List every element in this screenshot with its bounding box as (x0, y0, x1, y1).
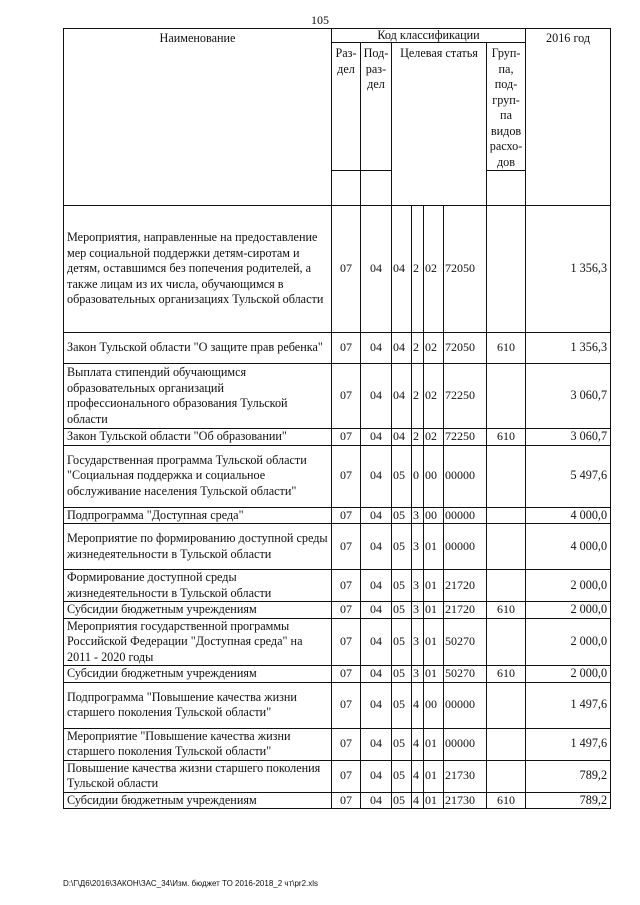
row-expense-group (487, 570, 526, 602)
row-amount: 2 000,0 (526, 666, 611, 683)
row-target-part1: 05 (392, 760, 412, 792)
table-row (64, 618, 611, 666)
row-target-part2: 3 (412, 602, 424, 619)
row-expense-group: 610 (487, 602, 526, 619)
row-podrazdel: 04 (361, 445, 392, 507)
row-target-part3: 01 (424, 618, 444, 666)
row-razdel: 07 (332, 445, 361, 507)
row-amount: 2 000,0 (526, 570, 611, 602)
row-expense-group (487, 524, 526, 570)
row-expense-group (487, 682, 526, 728)
table-row (64, 570, 611, 602)
row-name: Подпрограмма "Доступная среда" (64, 507, 332, 524)
row-target-part1: 04 (392, 364, 412, 429)
row-target-part4: 21730 (444, 760, 487, 792)
row-amount: 789,2 (526, 792, 611, 809)
table-row (64, 445, 611, 507)
row-amount: 3 060,7 (526, 364, 611, 429)
row-razdel: 07 (332, 364, 361, 429)
row-podrazdel: 04 (361, 524, 392, 570)
row-target-part4: 00000 (444, 507, 487, 524)
row-name: Закон Тульской области "О защите прав ребенка" (64, 333, 332, 364)
row-target-part4: 00000 (444, 728, 487, 760)
row-podrazdel: 04 (361, 618, 392, 666)
row-razdel: 07 (332, 524, 361, 570)
table-row (64, 602, 611, 619)
table-row (64, 333, 611, 364)
header-subsection-blank (361, 171, 392, 206)
row-amount: 4 000,0 (526, 507, 611, 524)
row-name: Мероприятия государственной программы Российской Федерации "Доступная среда" на 2011 - 2020 годы (64, 618, 332, 666)
row-target-part2: 0 (412, 445, 424, 507)
row-target-part1: 05 (392, 666, 412, 683)
row-podrazdel: 04 (361, 570, 392, 602)
row-podrazdel: 04 (361, 364, 392, 429)
row-expense-group: 610 (487, 429, 526, 446)
row-razdel: 07 (332, 570, 361, 602)
row-target-part3: 01 (424, 570, 444, 602)
row-name: Повышение качества жизни старшего поколения Тульской области (64, 760, 332, 792)
row-target-part3: 00 (424, 682, 444, 728)
row-razdel: 07 (332, 760, 361, 792)
row-target-part1: 05 (392, 445, 412, 507)
header-expense-group: Груп- па, под- груп- па видов расхо- дов (487, 43, 526, 171)
row-razdel: 07 (332, 602, 361, 619)
table-row (64, 792, 611, 809)
row-expense-group (487, 507, 526, 524)
header-row-1 (64, 29, 611, 43)
row-razdel: 07 (332, 618, 361, 666)
row-target-part3: 01 (424, 792, 444, 809)
row-target-part1: 05 (392, 682, 412, 728)
header-section-blank (332, 171, 361, 206)
header-section: Раз- дел (332, 43, 361, 171)
row-podrazdel: 04 (361, 429, 392, 446)
row-target-part1: 05 (392, 507, 412, 524)
page-number: 105 (311, 13, 329, 27)
row-target-part2: 3 (412, 570, 424, 602)
table-row (64, 666, 611, 683)
table-row (64, 364, 611, 429)
header-subsection: Под- раз- дел (361, 43, 392, 171)
row-razdel: 07 (332, 507, 361, 524)
row-amount: 2 000,0 (526, 602, 611, 619)
row-target-part3: 01 (424, 728, 444, 760)
row-target-part4: 00000 (444, 524, 487, 570)
row-target-part1: 04 (392, 333, 412, 364)
row-target-part4: 72050 (444, 333, 487, 364)
header-year: 2016 год (526, 29, 611, 206)
row-razdel: 07 (332, 429, 361, 446)
row-target-part1: 05 (392, 618, 412, 666)
row-target-part3: 02 (424, 429, 444, 446)
row-expense-group: 610 (487, 333, 526, 364)
row-target-part3: 01 (424, 524, 444, 570)
table-row (64, 429, 611, 446)
budget-table (63, 28, 611, 809)
row-target-part2: 2 (412, 333, 424, 364)
row-expense-group: 610 (487, 666, 526, 683)
row-expense-group: 610 (487, 792, 526, 809)
row-name: Субсидии бюджетным учреждениям (64, 602, 332, 619)
row-target-part2: 3 (412, 507, 424, 524)
row-name: Субсидии бюджетным учреждениям (64, 666, 332, 683)
row-target-part2: 4 (412, 792, 424, 809)
row-podrazdel: 04 (361, 206, 392, 333)
row-target-part3: 01 (424, 602, 444, 619)
row-target-part1: 05 (392, 728, 412, 760)
row-target-part2: 4 (412, 760, 424, 792)
row-podrazdel: 04 (361, 602, 392, 619)
row-target-part2: 3 (412, 618, 424, 666)
row-name: Государственная программа Тульской области "Социальная поддержка и социальное обслуживание населения Тульской области" (64, 445, 332, 507)
row-target-part3: 02 (424, 364, 444, 429)
row-amount: 5 497,6 (526, 445, 611, 507)
row-name: Мероприятия, направленные на предоставление мер социальной поддержки детям-сиротам и детям, оставшимся без попечения родителей, а также лицам из их числа, обучающимся в образовательных организациях Тульской области (64, 206, 332, 333)
row-amount: 2 000,0 (526, 618, 611, 666)
row-razdel: 07 (332, 333, 361, 364)
row-target-part1: 05 (392, 524, 412, 570)
row-target-part4: 21720 (444, 570, 487, 602)
row-target-part4: 72250 (444, 364, 487, 429)
row-target-part3: 00 (424, 445, 444, 507)
row-target-part1: 04 (392, 206, 412, 333)
row-razdel: 07 (332, 728, 361, 760)
table-row (64, 524, 611, 570)
row-name: Формирование доступной среды жизнедеятельности в Тульской области (64, 570, 332, 602)
row-amount: 789,2 (526, 760, 611, 792)
header-code: Код классификации (332, 29, 526, 43)
row-razdel: 07 (332, 206, 361, 333)
row-expense-group (487, 445, 526, 507)
table-row (64, 728, 611, 760)
row-target-part1: 05 (392, 570, 412, 602)
row-amount: 1 497,6 (526, 728, 611, 760)
row-target-part4: 72250 (444, 429, 487, 446)
table-row (64, 760, 611, 792)
row-target-part2: 3 (412, 524, 424, 570)
row-target-part2: 4 (412, 682, 424, 728)
row-expense-group (487, 364, 526, 429)
row-podrazdel: 04 (361, 728, 392, 760)
row-amount: 3 060,7 (526, 429, 611, 446)
row-expense-group (487, 618, 526, 666)
row-target-part1: 05 (392, 792, 412, 809)
row-expense-group (487, 760, 526, 792)
row-podrazdel: 04 (361, 760, 392, 792)
row-target-part4: 50270 (444, 618, 487, 666)
row-razdel: 07 (332, 792, 361, 809)
row-podrazdel: 04 (361, 333, 392, 364)
row-target-part3: 02 (424, 206, 444, 333)
row-razdel: 07 (332, 666, 361, 683)
row-target-part2: 2 (412, 429, 424, 446)
row-amount: 4 000,0 (526, 524, 611, 570)
row-target-part4: 00000 (444, 445, 487, 507)
row-target-part2: 3 (412, 666, 424, 683)
row-target-part4: 00000 (444, 682, 487, 728)
table-row (64, 206, 611, 333)
header-name: Наименование (64, 29, 332, 206)
row-target-part4: 21730 (444, 792, 487, 809)
file-path-footer: D:\Г\Д6\2016\ЗАКОН\ЗАС_34\Изм. бюджет ТО 2016-2018_2 чт\pr2.xls (63, 879, 319, 888)
row-expense-group (487, 728, 526, 760)
row-name: Подпрограмма "Повышение качества жизни старшего поколения Тульской области" (64, 682, 332, 728)
row-target-part2: 2 (412, 206, 424, 333)
row-target-part2: 2 (412, 364, 424, 429)
table-row (64, 507, 611, 524)
row-podrazdel: 04 (361, 792, 392, 809)
header-target-article: Целевая статья (392, 43, 487, 206)
row-target-part3: 01 (424, 666, 444, 683)
row-name: Закон Тульской области "Об образовании" (64, 429, 332, 446)
row-podrazdel: 04 (361, 666, 392, 683)
row-podrazdel: 04 (361, 507, 392, 524)
row-name: Выплата стипендий обучающимся образовательных организаций профессионального образования Тульской области (64, 364, 332, 429)
row-target-part3: 00 (424, 507, 444, 524)
header-expense-group-blank (487, 171, 526, 206)
row-name: Субсидии бюджетным учреждениям (64, 792, 332, 809)
row-target-part4: 72050 (444, 206, 487, 333)
row-amount: 1 356,3 (526, 206, 611, 333)
row-target-part4: 21720 (444, 602, 487, 619)
row-name: Мероприятие "Повышение качества жизни старшего поколения Тульской области" (64, 728, 332, 760)
row-target-part4: 50270 (444, 666, 487, 683)
row-expense-group (487, 206, 526, 333)
row-podrazdel: 04 (361, 682, 392, 728)
row-target-part3: 01 (424, 760, 444, 792)
row-target-part1: 05 (392, 602, 412, 619)
row-amount: 1 356,3 (526, 333, 611, 364)
table-row (64, 682, 611, 728)
row-target-part2: 4 (412, 728, 424, 760)
row-target-part3: 02 (424, 333, 444, 364)
row-razdel: 07 (332, 682, 361, 728)
row-target-part1: 04 (392, 429, 412, 446)
row-name: Мероприятие по формированию доступной среды жизнедеятельности в Тульской области (64, 524, 332, 570)
row-amount: 1 497,6 (526, 682, 611, 728)
